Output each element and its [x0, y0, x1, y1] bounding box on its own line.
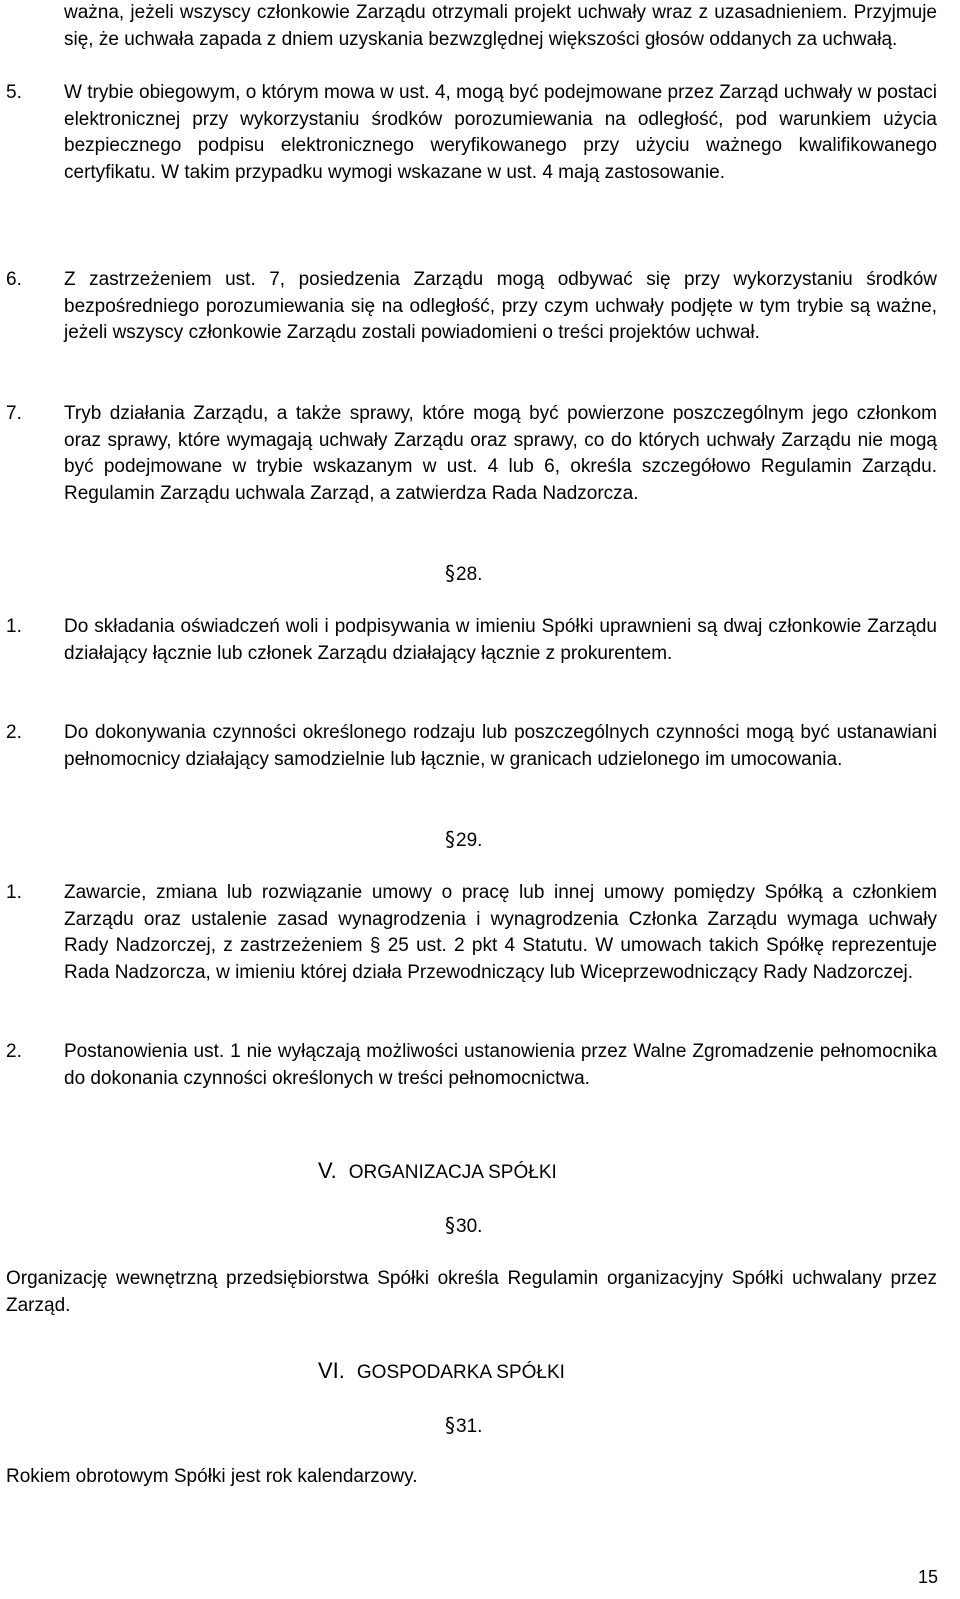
section-heading-30: §30. — [445, 1213, 483, 1237]
paragraph-30: Organizację wewnętrzną przedsiębiorstwa Spółki określa Regulamin organizacyjny Spółki uchwalany przez Zarząd. — [6, 1268, 937, 1316]
section-sign: § — [445, 1213, 455, 1237]
paragraph-29-2: Postanowienia ust. 1 nie wyłączają możliwości ustanowienia przez Walne Zgromadzenie pełnomocnika do dokonania czynności określonych w treści pełnomocnictwa. — [64, 1041, 937, 1089]
paragraph-5: W trybie obiegowym, o którym mowa w ust. 4, mogą być podejmowane przez Zarząd uchwały w postaci elektronicznej przy wykorzystaniu środków porozumiewania na odległość, pod warunkiem użycia bezpiecznego podpisu elektronicznego weryfikowanego przy użyciu ważnego kwalifikowanego certyfikatu. W takim przypadku wymogi wskazane w ust. 4 mają zastosowanie. — [64, 82, 937, 183]
paragraph-7: Tryb działania Zarządu, a także sprawy, które mogą być powierzone poszczególnym jego członkom oraz sprawy, które wymagają uchwały Zarządu oraz sprawy, co do których uchwały Zarządu nie mogą być podejmowane w trybie wskazanym w ust. 4 lub 6, określa szczegółowo Regulamin Zarządu. Regulamin Zarządu uchwala Zarząd, a zatwierdza Rada Nadzorcza. — [64, 403, 937, 504]
item-number: 6. — [6, 269, 22, 290]
section-sign: § — [445, 1413, 455, 1437]
item-number: 5. — [6, 82, 22, 103]
section-sign: § — [445, 827, 455, 851]
chapter-heading-v: V. ORGANIZACJA SPÓŁKI — [318, 1158, 557, 1183]
paragraph-31: Rokiem obrotowym Spółki jest rok kalendarzowy. — [6, 1466, 418, 1487]
item-number: 2. — [6, 722, 22, 743]
section-heading-31: §31. — [445, 1413, 483, 1437]
item-number: 1. — [6, 616, 22, 637]
section-heading-28: §28. — [445, 561, 483, 585]
item-number: 2. — [6, 1041, 22, 1062]
chapter-heading-vi: VI. GOSPODARKA SPÓŁKI — [318, 1358, 565, 1383]
section-heading-29: §29. — [445, 827, 483, 851]
paragraph-28-1: Do składania oświadczeń woli i podpisywania w imieniu Spółki uprawnieni są dwaj członkowie Zarządu działający łącznie lub członek Zarządu działający łącznie z prokurentem. — [64, 616, 937, 664]
item-number: 1. — [6, 882, 22, 903]
section-sign: § — [445, 561, 455, 585]
page-number: 15 — [917, 1567, 938, 1587]
paragraph-29-1: Zawarcie, zmiana lub rozwiązanie umowy o pracę lub innej umowy pomiędzy Spółką a członkiem Zarządu oraz ustalenie zasad wynagrodzenia i wynagrodzenia Członka Zarządu wymaga uchwały Rady Nadzorczej, z zastrzeżeniem § 25 ust. 2 pkt 4 Statutu. W umowach takich Spółkę reprezentuje Rada Nadzorcza, w imieniu której działa Przewodniczący lub Wiceprzewodniczący Rady Nadzorczej. — [64, 882, 937, 983]
paragraph-6: Z zastrzeżeniem ust. 7, posiedzenia Zarządu mogą odbywać się przy wykorzystaniu środków bezpośredniego porozumiewania się na odległość, przy czym uchwały podjęte w tym trybie są ważne, jeżeli wszyscy członkowie Zarządu zostali powiadomieni o treści projektów uchwał. — [64, 269, 937, 343]
paragraph-28-2: Do dokonywania czynności określonego rodzaju lub poszczególnych czynności mogą być ustanawiani pełnomocnicy działający samodzielnie lub łącznie, w granicach udzielonego im umocowania. — [64, 722, 937, 770]
item-number: 7. — [6, 403, 22, 424]
paragraph-continuation: ważna, jeżeli wszyscy członkowie Zarządu otrzymali projekt uchwały wraz z uzasadnieniem. Przyjmuje się, że uchwała zapada z dniem uzyskania bezwzględnej większości głosów oddanych za uchwałą. — [64, 2, 937, 50]
